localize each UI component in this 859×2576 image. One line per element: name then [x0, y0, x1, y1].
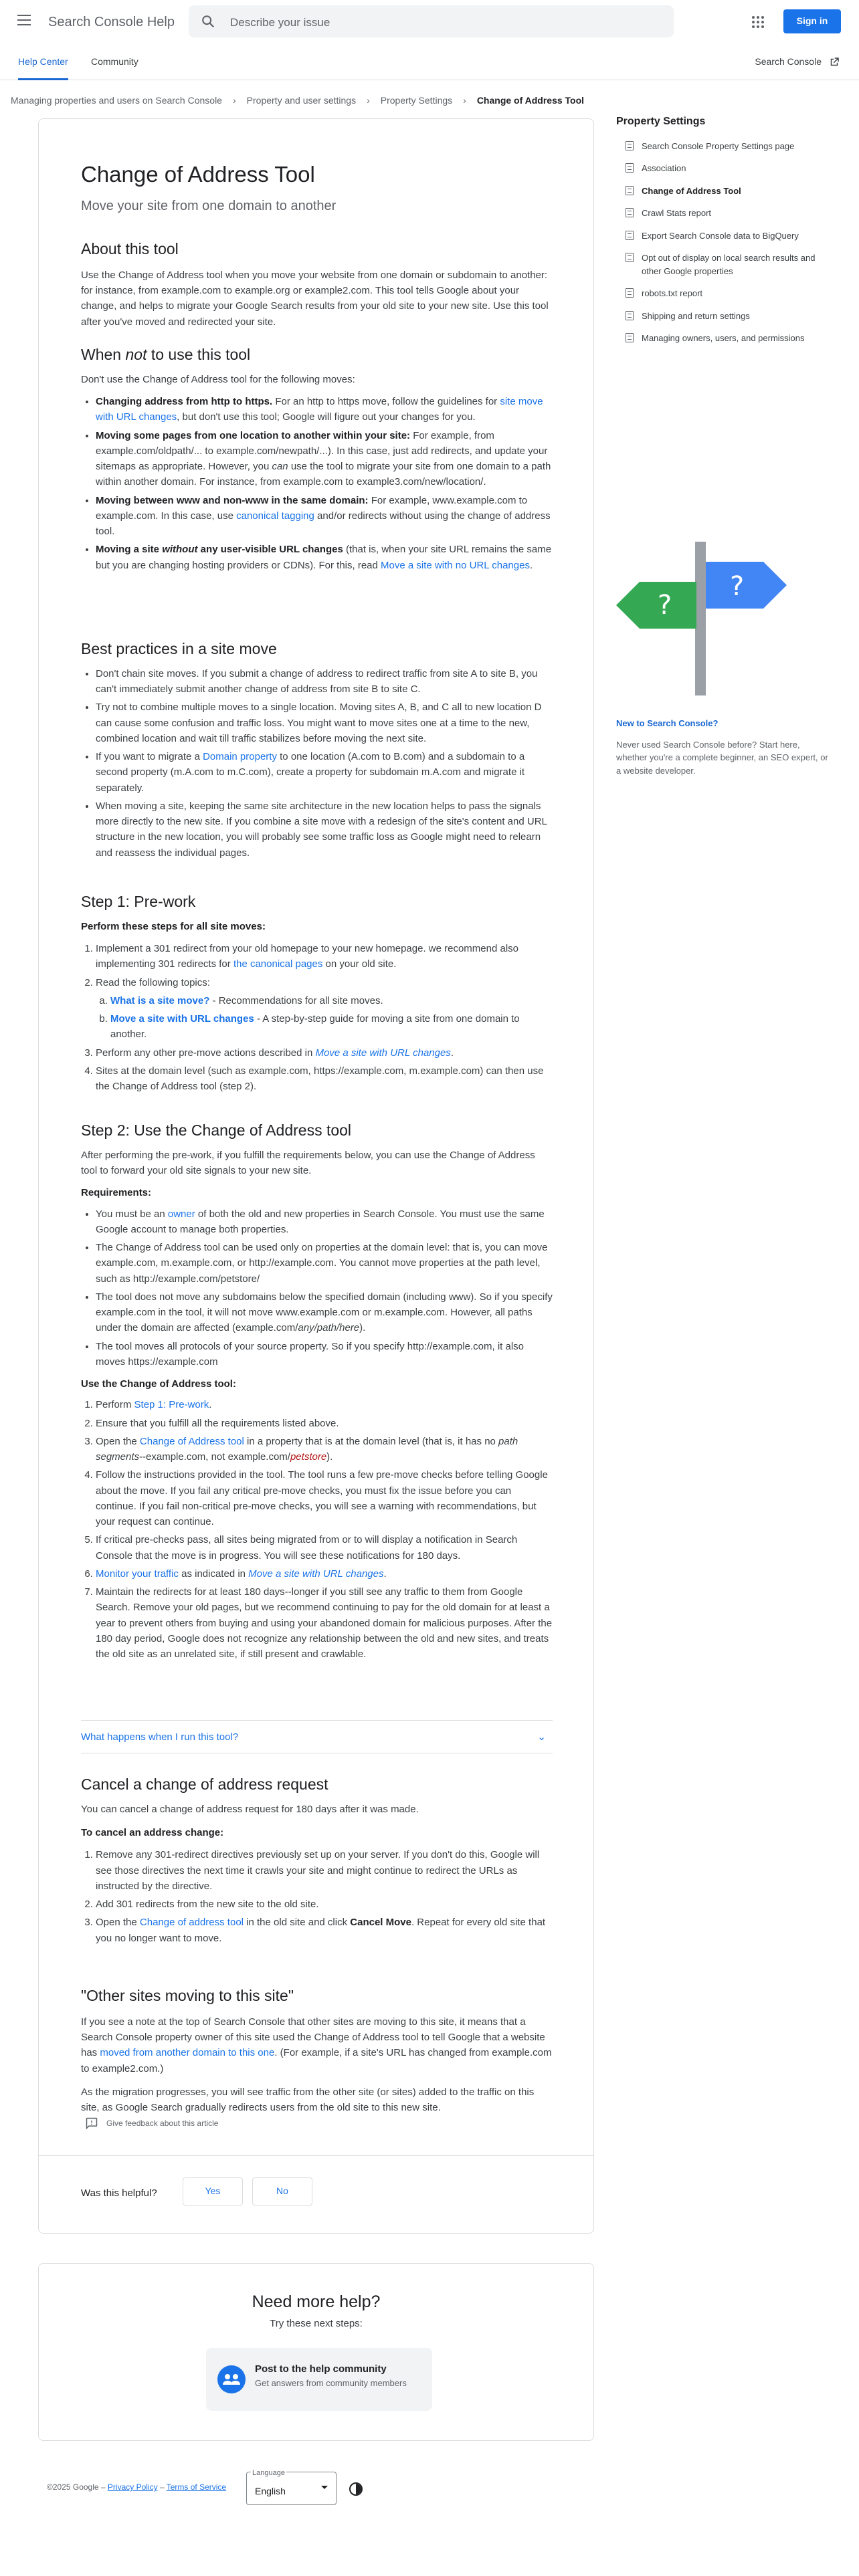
- paragraph: After performing the pre-work, if you fulfill the requirements below, you can use the Change of Address tool to forward your old site signals to your new site.: [81, 1149, 535, 1177]
- list-item: 3. Open the Change of address tool in the old site and click Cancel Move. Repeat for every old site that you no longer want to move.: [96, 1915, 553, 1946]
- list: [81, 1847, 553, 1946]
- breadcrumb-item[interactable]: Property and user settings: [246, 95, 357, 106]
- question-mark-icon: ?: [730, 571, 745, 602]
- section-heading: Step 2: Use the Change of Address tool: [81, 1121, 352, 1139]
- list-item: 1. Perform Step 1: Pre-work.: [96, 1397, 553, 1412]
- footer: [47, 2466, 448, 2506]
- chevron-right-icon: ›: [232, 95, 236, 106]
- sidebar-title: Property Settings: [616, 116, 706, 127]
- question-mark-icon: ?: [658, 590, 672, 621]
- list-item: 3. Open the Change of Address tool in a property that is at the domain level (that is, it has no path segments--example.com, not example.com/petstore).: [96, 1434, 553, 1465]
- list: [81, 941, 553, 1094]
- post-title: Post to the help community: [255, 2363, 387, 2375]
- privacy-link[interactable]: Privacy Policy: [107, 2482, 158, 2492]
- list-item: 1. Implement a 301 redirect from your old homepage to your new homepage. we recommend also implementing 301 redirects for the canonical pages on your old site.: [96, 941, 553, 972]
- list-item: 4. Follow the instructions provided in the tool. The tool runs a few pre-move checks before telling Google about the move. If you fail any critical pre-move checks, you must fix the issue before you can continue. If you fail non-critical pre-move checks, you will see a warning with recommendations, but your request can continue.: [96, 1467, 553, 1529]
- list: [81, 394, 553, 573]
- article-icon: [626, 141, 634, 150]
- need-help-subtitle: Try these next steps:: [270, 2318, 363, 2329]
- top-bar: [0, 0, 859, 43]
- list-item: 4. Sites at the domain level (such as example.com, https://example.com, m.example.com) can then use the Change of Address tool (step 2).: [96, 1063, 553, 1095]
- section-heading: Step 1: Pre-work: [81, 893, 196, 910]
- new-text: Never used Search Console before? Start here, whether you're a complete beginner, an SEO expert, or a website developer.: [616, 739, 828, 776]
- paragraph-lead: Use the Change of Address tool:: [81, 1378, 236, 1390]
- list-item: 1. Remove any 301-redirect directives previously set up on your server. If you don't do this, Google will see those directives the next time it crawls your site and might continue to redirect the URLs as instructed by the directive.: [96, 1847, 553, 1894]
- list-item: b. Move a site with URL changes - A step-by-step guide for moving a site from one domain to another.: [110, 1011, 553, 1043]
- link[interactable]: Change of Address tool: [139, 1435, 244, 1447]
- paragraph: If you see a note at the top of Search Console that other sites are moving to this site, it means that a Search Console property owner of this site used the Change of Address tool to tell Google that a website has moved from another domain to this one. (For example, if a site's URL has changed from example.com to example2.com.): [81, 2016, 552, 2074]
- sidebar-item[interactable]: Shipping and return settings: [616, 310, 830, 323]
- list-item: • Moving a site without any user-visible URL changes (that is, when your site URL remains the same but you are changing hosting providers or CDNs). For this, read Move a site with no URL changes.: [96, 542, 553, 573]
- sidebar-item[interactable]: Managing owners, users, and permissions: [616, 332, 830, 345]
- list-item: 3. Perform any other pre-move actions described in Move a site with URL changes.: [96, 1045, 553, 1061]
- when-not-section: [81, 345, 553, 576]
- list-item: 2. Add 301 redirects from the new site to the old site.: [96, 1897, 553, 1912]
- search-input[interactable]: Describe your issue: [230, 16, 330, 29]
- list-item: • When moving a site, keeping the same site architecture in the new location helps to pass the signals more directly to the new site. If you combine a site move with a redesign of the site's content and URL structure in the new location, you will probably see some traffic loss as Google might need to relearn and reassess the individual pages.: [96, 798, 553, 861]
- page-subtitle: Move your site from one domain to another: [81, 198, 337, 213]
- article-icon: [626, 208, 634, 217]
- search-console-link[interactable]: [755, 55, 840, 70]
- list-item: a. What is a site move? - Recommendations for all site moves.: [110, 993, 553, 1008]
- expander-what-happens[interactable]: [81, 1720, 553, 1753]
- section-heading: "Other sites moving to this site": [81, 1987, 294, 2004]
- link[interactable]: Move a site with URL changes: [110, 1013, 254, 1025]
- link[interactable]: Monitor your traffic: [96, 1568, 179, 1580]
- article-icon: [626, 231, 634, 240]
- chevron-right-icon: ›: [463, 95, 466, 106]
- list-item: 7. Maintain the redirects for at least 180 days--longer if you still see any traffic to them from Google Search. Remove your old pages, but we recommend continuing to pay for the old domain for at least a year to prevent others from buying and using your abandoned domain for malicious purposes. After the 180 day period, Google does not recognize any relationship between the old and new sites, and treats the old site as an unrelated site, if still present and crawlable.: [96, 1584, 553, 1662]
- link[interactable]: Move a site with URL changes: [248, 1568, 384, 1580]
- helpful-panel: [38, 2155, 594, 2234]
- link[interactable]: Change of address tool: [139, 1917, 244, 1929]
- list-item: • Moving between www and non-www in the same domain: For example, www.example.com to example.com. In this case, use canonical tagging and/or redirects without using the change of address tool.: [96, 493, 553, 540]
- language-label: Language: [251, 2468, 286, 2479]
- list-item: • If you want to migrate a Domain property to one location (A.com to B.com) and a subdomain to a second property (m.A.com to m.C.com), create a property for subdomain m.A.com and migrate it separately.: [96, 749, 553, 796]
- breadcrumb-current: Change of Address Tool: [476, 95, 585, 106]
- list-item: • You must be an owner of both the old and new properties in Search Console. You must use the same Google account to manage both properties.: [96, 1206, 553, 1238]
- brand-title[interactable]: Search Console Help: [48, 15, 175, 29]
- dropdown-arrow-icon: [321, 2486, 328, 2489]
- list: [81, 1397, 553, 1662]
- new-to-search-console: [616, 717, 830, 777]
- link[interactable]: Move a site with no URL changes: [381, 559, 530, 571]
- community-icon: [217, 2365, 246, 2393]
- article-icon: [626, 333, 634, 342]
- list-item: 5. If critical pre-checks pass, all sites being migrated from or to will display a notification in Search Console that the move is in progress. You will see these notifications for 180 days.: [96, 1532, 553, 1564]
- list-item: • The tool moves all protocols of your source property. So if you specify http://example.com, it also moves https://example.com: [96, 1339, 553, 1370]
- tab-bar: [0, 43, 859, 80]
- sidebar-item[interactable]: Association: [616, 162, 830, 175]
- best-practices-section: [81, 639, 553, 863]
- feedback-link[interactable]: [85, 2117, 218, 2130]
- list-item: • Moving some pages from one location to another within your site: For example, from example.com/oldpath/... to example.com/newpath/...). In this case, just add redirects, and update your sitemaps as appropriate. However, you can use the tool to migrate your site from one domain to a path within another domain. For instance, from example.com to example3.com/new/location/.: [96, 428, 553, 490]
- signpost-illustration: [616, 542, 790, 695]
- list-item: • Try not to combine multiple moves to a single location. Moving sites A, B, and C all to new location D can cause some confusion and traffic loss. You might want to move sites one at a time to the new, combined location and wait till traffic stabilizes before moving the next site.: [96, 700, 553, 746]
- paragraph: Don't use the Change of Address tool for the following moves:: [81, 373, 355, 385]
- list-item: 2. Ensure that you fulfill all the requirements listed above.: [96, 1416, 553, 1431]
- language-select[interactable]: English: [246, 2472, 337, 2505]
- list-item: • The Change of Address tool can be used only on properties at the domain level: that is, you can move example.com, m.example.com, or http://example.com. You cannot move properties at the path level, such as http://example.com/petstore/: [96, 1240, 553, 1287]
- sidebar: [616, 114, 830, 354]
- need-more-help: [38, 2263, 594, 2441]
- link[interactable]: the canonical pages: [233, 958, 323, 970]
- no-button[interactable]: No: [252, 2177, 312, 2206]
- article-icon: [626, 163, 634, 173]
- feedback-icon: [85, 2117, 98, 2130]
- sidebar-item[interactable]: Opt out of display on local search results and other Google properties: [616, 251, 830, 278]
- link[interactable]: owner: [167, 1208, 195, 1220]
- section-heading: Cancel a change of address request: [81, 1776, 328, 1793]
- list-item: • Don't chain site moves. If you submit a change of address to redirect traffic from site A to site B, you can't immediately submit another change of address from site B to site C.: [96, 666, 553, 697]
- section-heading: About this tool: [81, 240, 179, 257]
- tab-community[interactable]: Community: [91, 56, 138, 67]
- post-to-community-card[interactable]: [206, 2348, 432, 2411]
- post-subtitle: Get answers from community members: [255, 2378, 407, 2388]
- paragraph: As the migration progresses, you will see traffic from the other site (or sites) added to the traffic on this site, as Google Search gradually redirects users from the old site to this new site.: [81, 2086, 535, 2114]
- sign-in-button[interactable]: Sign in: [783, 9, 841, 33]
- yes-button[interactable]: Yes: [183, 2177, 243, 2206]
- chevron-down-icon: ⌄: [537, 1731, 546, 1743]
- page-title: Change of Address Tool: [81, 162, 315, 187]
- chevron-right-icon: ›: [367, 95, 370, 106]
- step2-section: [81, 1121, 553, 1665]
- article-icon: [626, 311, 634, 320]
- breadcrumb-item[interactable]: Managing properties and users on Search Console: [11, 95, 222, 106]
- paragraph-lead: Perform these steps for all site moves:: [81, 920, 266, 932]
- new-heading[interactable]: New to Search Console?: [616, 718, 719, 728]
- link[interactable]: Move a site with URL changes: [315, 1047, 451, 1059]
- sidebar-item[interactable]: robots.txt report: [616, 287, 830, 300]
- other-sites-section: [81, 1986, 553, 2115]
- link[interactable]: Step 1: Pre-work: [134, 1399, 209, 1411]
- article-icon: [626, 253, 634, 262]
- feedback-label: Give feedback about this article: [106, 2118, 219, 2128]
- step1-section: [81, 892, 553, 1097]
- about-section: [81, 239, 553, 330]
- article-icon: [626, 186, 634, 195]
- link[interactable]: site move with URL changes: [96, 396, 543, 423]
- search-icon: [201, 14, 215, 29]
- list-item: • The tool does not move any subdomains below the specified domain (including www). So if you specify example.com in the tool, it will not move www.example.com or m.example.com. However, all paths under the domain are affected (example.com/any/path/here).: [96, 1289, 553, 1336]
- footer-links: ©2025 Google – Privacy Policy – Terms of Service: [47, 2482, 227, 2492]
- section-heading: When not to use this tool: [81, 346, 251, 363]
- sidebar-item[interactable]: Crawl Stats report: [616, 207, 830, 220]
- list: [81, 1206, 553, 1370]
- open-in-new-icon: [828, 56, 840, 68]
- list-item: • Changing address from http to https. For an http to https move, follow the guidelines for site move with URL changes, but don't use this tool; Google will figure out your changes for you.: [96, 394, 553, 425]
- paragraph: You can cancel a change of address request for 180 days after it was made.: [81, 1803, 419, 1815]
- sidebar-item-current[interactable]: Change of Address Tool: [616, 185, 830, 198]
- need-help-title: Need more help?: [252, 2292, 381, 2311]
- tab-help-center[interactable]: Help Center: [18, 43, 68, 80]
- terms-link[interactable]: Terms of Service: [166, 2482, 227, 2492]
- sidebar-item[interactable]: Export Search Console data to BigQuery: [616, 229, 830, 243]
- breadcrumb-item[interactable]: Property Settings: [380, 95, 453, 106]
- list: [81, 666, 553, 861]
- paragraph-lead: To cancel an address change:: [81, 1827, 224, 1839]
- article-icon: [626, 288, 634, 298]
- cancel-section: [81, 1775, 553, 1949]
- link[interactable]: Domain property: [203, 751, 277, 763]
- breadcrumb: [11, 94, 584, 108]
- sidebar-item[interactable]: Search Console Property Settings page: [616, 140, 830, 153]
- helpful-question: Was this helpful?: [81, 2187, 157, 2199]
- paragraph: Use the Change of Address tool when you move your website from one domain or subdomain to another: for instance, from example.com to example.org or example2.com. This tool tells Google about your change, and helps to migrate your Google Search results from your old site to your new site. Use this tool after you've moved and redirected your site.: [81, 269, 549, 328]
- search-console-label: Search Console: [755, 56, 822, 67]
- menu-icon[interactable]: [17, 15, 31, 25]
- link[interactable]: What is a site move?: [110, 994, 210, 1006]
- dark-mode-icon[interactable]: [349, 2482, 363, 2496]
- expander-label: What happens when I run this tool?: [81, 1731, 239, 1743]
- list-item: 2. Read the following topics: a. What is a site move? - Recommendations for all site moves. b. Move a site with URL changes - A step-by-step guide for moving a site from one domain to another.: [96, 975, 553, 1043]
- section-heading: Best practices in a site move: [81, 640, 277, 657]
- search-bar[interactable]: [189, 5, 674, 37]
- link[interactable]: moved from another domain to this one: [100, 2047, 275, 2059]
- list-item: 6. Monitor your traffic as indicated in Move a site with URL changes.: [96, 1566, 553, 1582]
- link[interactable]: canonical tagging: [236, 510, 314, 522]
- paragraph-lead: Requirements:: [81, 1187, 152, 1199]
- apps-icon[interactable]: [752, 16, 764, 28]
